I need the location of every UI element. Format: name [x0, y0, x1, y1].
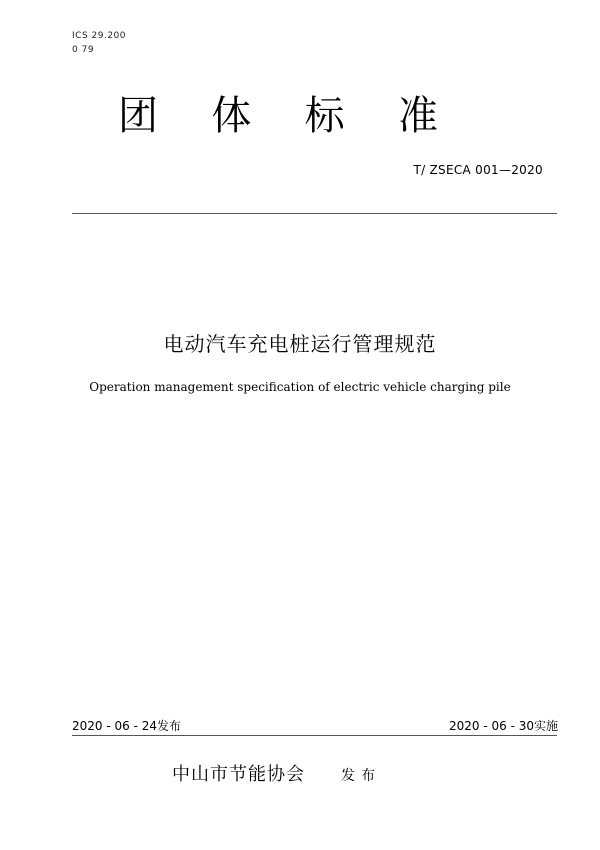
standard-type-heading: [118, 92, 438, 140]
document-title-english: Operation management specification of electric vehicle charging pile: [89, 380, 511, 394]
standard-type-char: 团: [118, 93, 158, 139]
ccs-code: 0 79: [72, 45, 95, 55]
standard-type-char: 体: [211, 93, 252, 139]
publisher-name: 中山市节能协会: [172, 764, 305, 785]
document-title-chinese: 电动汽车充电桩运行管理规范: [163, 332, 437, 356]
publisher-row: [172, 760, 381, 786]
bottom-divider: [72, 735, 557, 736]
top-divider: [72, 213, 557, 214]
standard-number: T/ ZSECA 001—2020: [413, 163, 543, 177]
publish-label: 发布: [341, 768, 381, 784]
issue-date: 2020 - 06 - 24发布: [72, 719, 181, 733]
implementation-date: 2020 - 06 - 30实施: [449, 719, 558, 733]
ics-code: ICS 29.200: [72, 31, 127, 41]
standard-type-char: 标: [304, 93, 345, 139]
standard-type-char: 准: [397, 93, 438, 139]
